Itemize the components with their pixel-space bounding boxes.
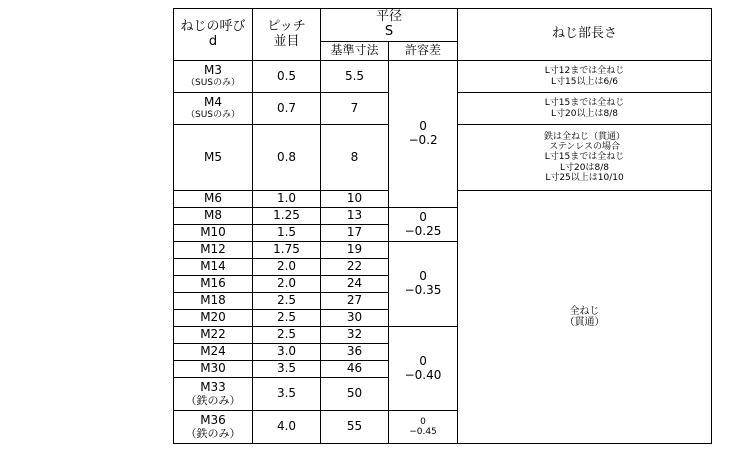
size-value: M36 <box>200 412 226 427</box>
thread-note-line: L寸15以上は6/6 <box>551 76 618 87</box>
thread-note-cell <box>458 61 712 93</box>
pitch-cell: 0.8 <box>253 125 321 191</box>
tolerance-cell <box>389 61 458 208</box>
size-note: （SUSのみ） <box>185 78 240 89</box>
tolerance-lower: −0.45 <box>409 427 437 437</box>
width-cell: 55 <box>321 411 389 444</box>
size-cell: M10 <box>174 225 253 242</box>
size-value: M3 <box>204 63 222 78</box>
size-value: M5 <box>204 149 222 164</box>
pitch-cell: 1.0 <box>253 191 321 208</box>
size-cell: M30 <box>174 361 253 378</box>
tolerance-upper: 0 <box>419 119 427 134</box>
width-cell: 17 <box>321 225 389 242</box>
width-cell: 22 <box>321 259 389 276</box>
width-cell: 8 <box>321 125 389 191</box>
tolerance-cell <box>389 327 458 411</box>
tolerance-upper: 0 <box>420 416 426 427</box>
thread-note-line: L寸20以上は8/8 <box>551 108 618 119</box>
width-cell: 5.5 <box>321 61 389 93</box>
pitch-cell: 3.5 <box>253 378 321 411</box>
pitch-header <box>253 9 321 61</box>
thread-note-line: L寸25以上は10/10 <box>545 173 624 184</box>
size-cell: M8 <box>174 208 253 225</box>
size-header <box>174 9 253 61</box>
thread-note-cell <box>458 191 712 444</box>
thread-note-line: L寸15までは全ねじ <box>544 152 625 163</box>
thread-note-line: ステンレスの場合 <box>549 141 620 152</box>
width-cell: 19 <box>321 242 389 259</box>
width-cell: 36 <box>321 344 389 361</box>
thread-note-line: 全ねじ <box>569 305 600 317</box>
size-cell <box>174 125 253 191</box>
pitch-cell: 3.5 <box>253 361 321 378</box>
tolerance-upper: 0 <box>419 209 427 224</box>
thread-note-line: L寸12までは全ねじ <box>544 66 625 77</box>
pitch-cell: 2.0 <box>253 276 321 293</box>
tolerance-lower: −0.25 <box>404 223 442 238</box>
thread-note-line: 鉄は全ねじ（貫通） <box>544 131 626 142</box>
tolerance-lower: −0.35 <box>404 283 442 297</box>
size-cell: M6 <box>174 191 253 208</box>
size-cell: M16 <box>174 276 253 293</box>
pitch-cell: 2.5 <box>253 327 321 344</box>
width-header-label: 平径 <box>376 9 403 25</box>
width-cell: 24 <box>321 276 389 293</box>
size-cell: M24 <box>174 344 253 361</box>
thread-length-header-label: ねじ部長さ <box>552 26 618 42</box>
size-cell: M14 <box>174 259 253 276</box>
size-cell: M22 <box>174 327 253 344</box>
size-cell: M12 <box>174 242 253 259</box>
tolerance-header: 許容差 <box>389 42 458 61</box>
tolerance-cell <box>389 208 458 242</box>
width-cell: 10 <box>321 191 389 208</box>
tolerance-upper: 0 <box>419 269 427 284</box>
pitch-header-label: ピッチ <box>267 18 306 34</box>
width-cell: 27 <box>321 293 389 310</box>
spec-table <box>173 8 712 444</box>
width-cell: 50 <box>321 378 389 411</box>
pitch-cell: 1.25 <box>253 208 321 225</box>
basic-dimension-header: 基準寸法 <box>321 42 389 61</box>
pitch-cell: 1.5 <box>253 225 321 242</box>
width-cell: 7 <box>321 93 389 125</box>
size-note: （SUSのみ） <box>185 110 240 121</box>
width-cell: 32 <box>321 327 389 344</box>
pitch-cell: 0.7 <box>253 93 321 125</box>
size-cell <box>174 61 253 93</box>
tolerance-cell <box>389 242 458 327</box>
tolerance-cell <box>389 411 458 444</box>
width-header-sub: S <box>384 24 394 39</box>
size-cell <box>174 93 253 125</box>
width-cell: 30 <box>321 310 389 327</box>
tolerance-lower: −0.2 <box>408 133 438 147</box>
pitch-cell: 2.5 <box>253 293 321 310</box>
width-cell: 46 <box>321 361 389 378</box>
size-header-sub: d <box>208 33 218 49</box>
tolerance-upper: 0 <box>419 353 427 368</box>
pitch-cell: 3.0 <box>253 344 321 361</box>
size-value: M4 <box>204 95 222 110</box>
width-cell: 13 <box>321 208 389 225</box>
size-cell <box>174 378 253 411</box>
thread-note-cell <box>458 93 712 125</box>
table-row <box>174 61 712 93</box>
width-header <box>321 9 458 42</box>
size-cell <box>174 411 253 444</box>
thread-note-line: （貫通） <box>564 317 605 328</box>
thread-note-line: L寸20は8/8 <box>560 162 609 173</box>
size-value: M33 <box>200 379 226 394</box>
pitch-cell: 2.5 <box>253 310 321 327</box>
size-cell: M20 <box>174 310 253 327</box>
pitch-cell: 1.75 <box>253 242 321 259</box>
pitch-cell: 0.5 <box>253 61 321 93</box>
size-note: （鉄のみ） <box>185 426 241 440</box>
thread-note-line: L寸15までは全ねじ <box>544 98 625 109</box>
tolerance-lower: −0.40 <box>404 367 442 382</box>
size-note: （鉄のみ） <box>185 393 241 407</box>
pitch-cell: 2.0 <box>253 259 321 276</box>
size-cell: M18 <box>174 293 253 310</box>
pitch-cell: 4.0 <box>253 411 321 444</box>
header-row <box>174 9 712 42</box>
thread-length-header <box>458 9 712 61</box>
thread-note-cell <box>458 125 712 191</box>
size-header-label: ねじの呼び <box>180 18 246 34</box>
pitch-header-sub: 並目 <box>273 33 300 49</box>
